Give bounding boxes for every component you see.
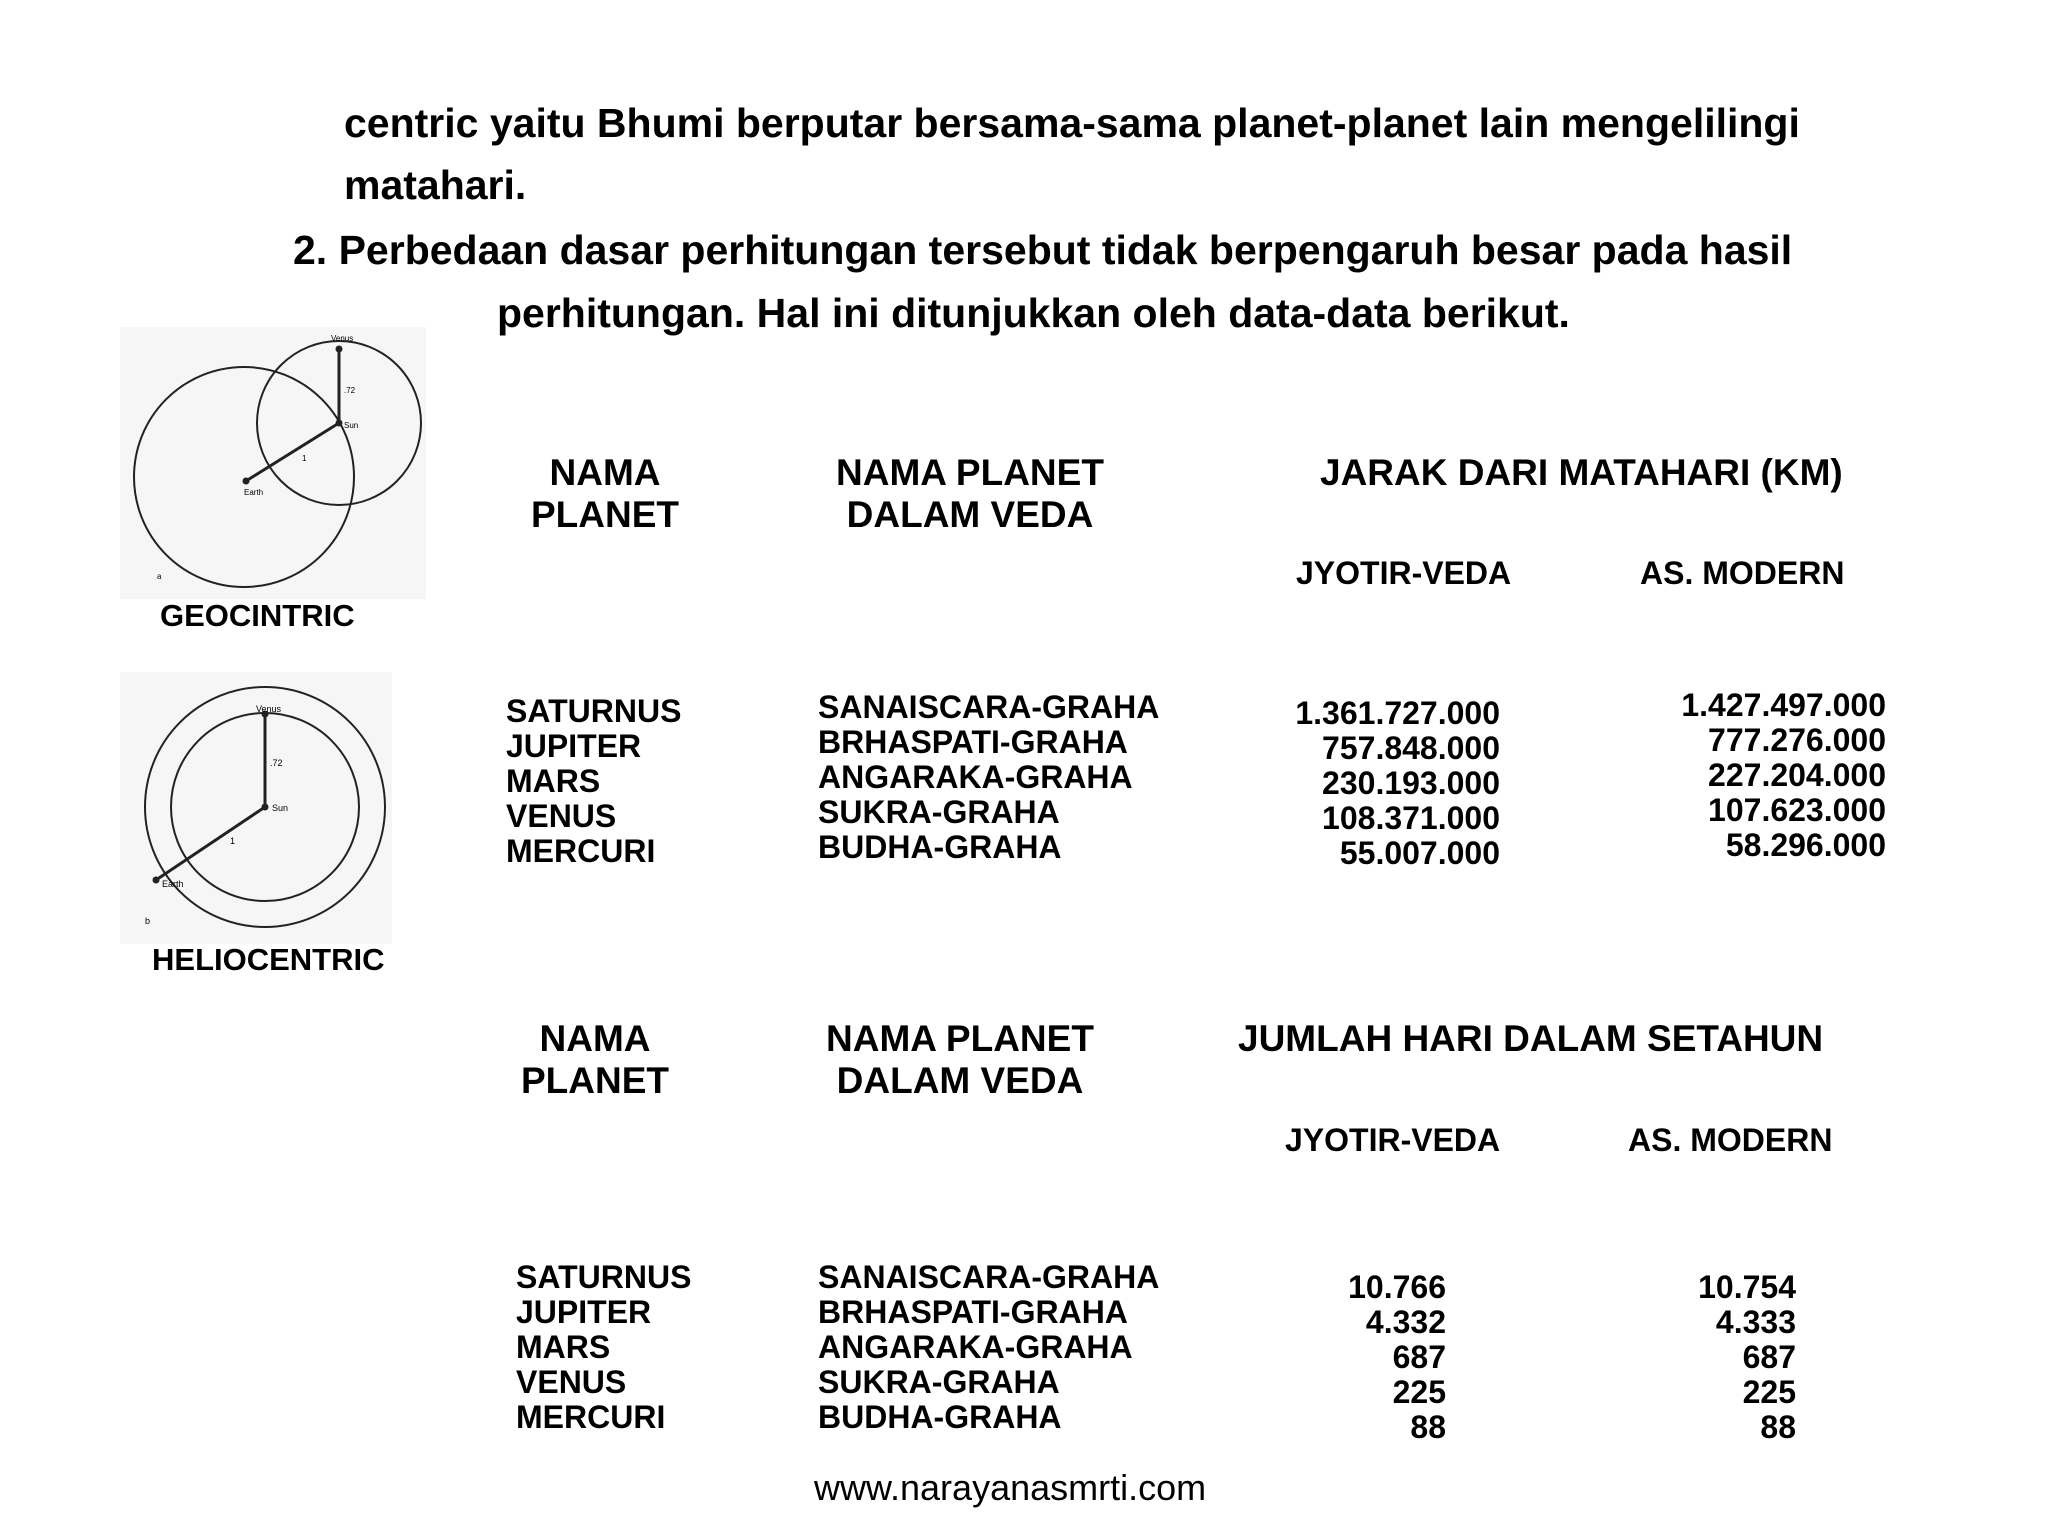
venus-label: Venus (331, 334, 354, 343)
table2-header-veda-name: NAMA PLANET DALAM VEDA (826, 1018, 1094, 1101)
table2-planet-column (516, 1260, 691, 1435)
table-cell: 55.007.000 (1339, 835, 1500, 871)
table-cell: SANAISCARA-GRAHA (818, 689, 1160, 725)
earth-dot (153, 877, 160, 884)
table2-veda-column (818, 1260, 1159, 1435)
figure-letter-b: b (145, 916, 151, 926)
table2-subheader-modern: AS. MODERN (1628, 1122, 1833, 1158)
table-cell: SATURNUS (516, 1259, 692, 1295)
heliocentric-diagram (120, 672, 392, 944)
heliocentric-figure (120, 672, 392, 944)
table-cell: 225 (1742, 1374, 1796, 1410)
table-cell: 10.766 (1348, 1269, 1446, 1305)
table1-header-distance: JARAK DARI MATAHARI (KM) (1320, 452, 1843, 493)
table1-veda-column (818, 690, 1159, 865)
geocentric-diagram (120, 327, 426, 599)
table-cell: 108.371.000 (1322, 800, 1500, 836)
table1-subheader-jyotir: JYOTIR-VEDA (1296, 555, 1512, 591)
table-cell: 4.333 (1715, 1304, 1796, 1340)
distance-72-label: .72 (270, 758, 283, 768)
list-item-2-line-1: 2. Perbedaan dasar perhitungan tersebut tidak berpengaruh besar pada hasil (293, 227, 1793, 273)
table-cell: 687 (1742, 1339, 1796, 1375)
table-cell: BRHASPATI-GRAHA (818, 724, 1128, 760)
table-cell: ANGARAKA-GRAHA (818, 759, 1133, 795)
table2-header-days: JUMLAH HARI DALAM SETAHUN (1238, 1018, 1824, 1059)
table-cell: SATURNUS (506, 693, 682, 729)
table-cell: 225 (1392, 1374, 1446, 1410)
paragraph-line-1: centric yaitu Bhumi berputar bersama-sama planet-planet lain mengelilingi (344, 100, 1800, 146)
table-cell: 107.623.000 (1708, 792, 1886, 828)
table-cell: SUKRA-GRAHA (818, 1364, 1060, 1400)
table-cell: 58.296.000 (1725, 827, 1886, 863)
table-cell: 230.193.000 (1322, 765, 1500, 801)
table1-subheader-modern: AS. MODERN (1640, 555, 1845, 591)
earth-label: Earth (162, 879, 184, 889)
table-cell: 10.754 (1698, 1269, 1796, 1305)
sun-label: Sun (272, 803, 289, 813)
table-cell: 777.276.000 (1708, 722, 1886, 758)
table1-header-planet: NAMA PLANET (531, 452, 679, 535)
table1-jyotir-column (1240, 696, 1500, 871)
distance-72-label: .72 (344, 386, 356, 395)
earth-dot (243, 478, 250, 485)
table-cell: MERCURI (516, 1399, 666, 1435)
table-cell: MARS (506, 763, 601, 799)
table-cell: 1.361.727.000 (1295, 695, 1500, 731)
table2-jyotir-column (1300, 1270, 1446, 1445)
figure-letter-a: a (157, 572, 162, 581)
table-cell: 88 (1410, 1409, 1446, 1445)
table-cell: 757.848.000 (1322, 730, 1500, 766)
distance-1-label: 1 (230, 836, 236, 846)
list-item-2-line-2: perhitungan. Hal ini ditunjukkan oleh data-data berikut. (497, 290, 1570, 336)
sun-label: Sun (344, 421, 359, 430)
earth-label: Earth (244, 488, 264, 497)
table2-modern-column (1650, 1270, 1796, 1445)
table-cell: VENUS (506, 798, 617, 834)
table-cell: 4.332 (1365, 1304, 1446, 1340)
table-cell: JUPITER (516, 1294, 652, 1330)
table1-modern-column (1620, 688, 1886, 863)
earth-orbit-circle (134, 367, 354, 587)
table2-header-planet: NAMA PLANET (521, 1018, 669, 1101)
geocentric-label: GEOCINTRIC (160, 598, 355, 633)
geocentric-figure (120, 327, 426, 599)
table-cell: 227.204.000 (1708, 757, 1886, 793)
table-cell: 687 (1392, 1339, 1446, 1375)
table-cell: BUDHA-GRAHA (818, 1399, 1062, 1435)
distance-1-label: 1 (302, 454, 307, 463)
sun-earth-line (246, 423, 339, 481)
footer-url: www.narayanasmrti.com (814, 1467, 1207, 1508)
table-cell: MERCURI (506, 833, 656, 869)
table-cell: 1.427.497.000 (1681, 687, 1886, 723)
table-cell: 88 (1760, 1409, 1796, 1445)
venus-label: Venus (256, 704, 282, 714)
table-cell: MARS (516, 1329, 611, 1365)
table-cell: BUDHA-GRAHA (818, 829, 1062, 865)
venus-dot (336, 346, 343, 353)
table1-header-veda-name: NAMA PLANET DALAM VEDA (836, 452, 1104, 535)
table-cell: SUKRA-GRAHA (818, 794, 1060, 830)
table-cell: VENUS (516, 1364, 627, 1400)
paragraph-line-2: matahari. (344, 162, 527, 208)
heliocentric-label: HELIOCENTRIC (152, 942, 385, 977)
table-cell: BRHASPATI-GRAHA (818, 1294, 1128, 1330)
table-cell: ANGARAKA-GRAHA (818, 1329, 1133, 1365)
table1-planet-column (506, 694, 681, 869)
table-cell: JUPITER (506, 728, 642, 764)
sun-dot (336, 420, 343, 427)
table-cell: SANAISCARA-GRAHA (818, 1259, 1160, 1295)
sun-dot (262, 804, 269, 811)
table2-subheader-jyotir: JYOTIR-VEDA (1285, 1122, 1501, 1158)
